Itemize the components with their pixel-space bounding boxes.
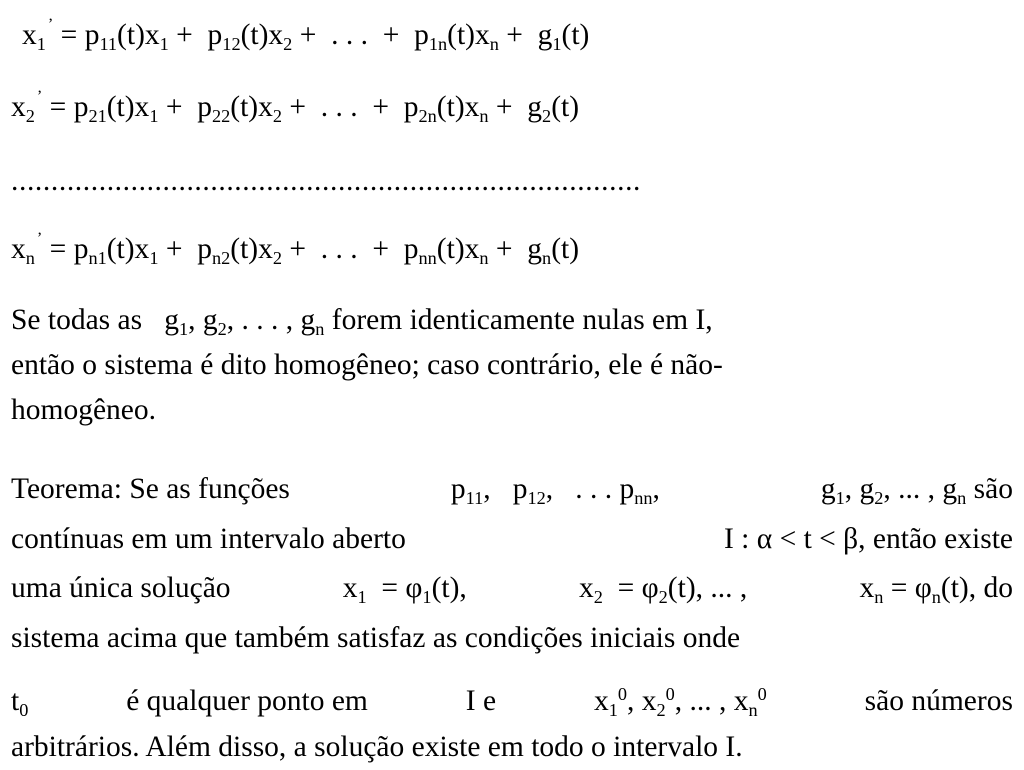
coef-index: 12 bbox=[527, 487, 546, 508]
separator: , bbox=[188, 304, 203, 336]
coef: p bbox=[403, 91, 419, 123]
eq-lhs-var: x bbox=[22, 19, 37, 51]
eq-lhs-var: x bbox=[11, 233, 26, 265]
term-arg: (t)x bbox=[240, 19, 284, 51]
phi-term: = φ bbox=[890, 572, 932, 604]
equation-n: $x_n^’ = p_{n1}(t)x_1 + p_{n2}(t)x_2$ + . . . + $p_{nn}(t)x_n + g_n(t)$ bbox=[11, 229, 580, 268]
g-index: 1 bbox=[178, 318, 189, 339]
final-line-2: arbitrários. Além disso, a solução existe em todo o intervalo I. bbox=[11, 731, 743, 763]
x-index: 1 bbox=[357, 586, 367, 607]
term-arg: (t)x bbox=[230, 233, 273, 265]
text-span: uma única solução bbox=[11, 572, 231, 604]
g-term: g bbox=[202, 304, 218, 336]
g-term: g bbox=[537, 19, 553, 51]
homog-line-1 bbox=[11, 298, 1013, 343]
prime-mark: ’ bbox=[36, 229, 43, 248]
coef: p bbox=[73, 233, 89, 265]
separator: , bbox=[545, 473, 554, 505]
x-index: 2 bbox=[283, 33, 293, 54]
x-index: n bbox=[874, 586, 884, 607]
phi-index: 1 bbox=[422, 586, 432, 607]
x-var: x bbox=[859, 572, 875, 604]
coef-index: n1 bbox=[88, 247, 107, 268]
separator: , . . . , bbox=[226, 304, 301, 336]
term-arg: (t)x bbox=[230, 91, 273, 123]
initial-conditions-paragraph bbox=[11, 678, 1013, 770]
coef: p bbox=[197, 233, 212, 265]
term-arg: (t)x bbox=[117, 19, 160, 51]
g-index: n bbox=[542, 247, 552, 268]
text-span: (t), ... , bbox=[667, 572, 748, 604]
x-index: 1 bbox=[159, 33, 169, 54]
g-term: g bbox=[527, 91, 543, 123]
term-arg: (t)x bbox=[106, 91, 150, 123]
coef: p bbox=[512, 473, 528, 505]
x-index: n bbox=[748, 699, 758, 720]
x-index: 2 bbox=[656, 699, 666, 720]
homog-line-3: homogêneo. bbox=[11, 394, 157, 426]
g-list bbox=[821, 465, 1013, 515]
theorem-line-4: sistema acima que também satisfaz as condições iniciais onde bbox=[11, 621, 741, 654]
eq-lhs-index: 2 bbox=[25, 105, 35, 126]
term-arg: (t)x bbox=[436, 233, 480, 265]
g-index: 2 bbox=[217, 318, 227, 339]
eq-lhs-var: x bbox=[11, 91, 26, 123]
coef: p bbox=[84, 19, 100, 51]
g-index: 1 bbox=[835, 487, 845, 508]
x-superscript: 0 bbox=[617, 683, 627, 704]
phi-index: n bbox=[931, 586, 941, 607]
homogeneous-definition bbox=[11, 298, 1013, 433]
eq-lhs-index: n bbox=[25, 247, 35, 268]
term-arg: (t)x bbox=[447, 19, 490, 51]
g-index: 2 bbox=[874, 487, 884, 508]
solution-x2 bbox=[579, 564, 747, 614]
text-span: I e bbox=[465, 685, 497, 717]
x-index: 2 bbox=[272, 247, 282, 268]
separator: , ... , bbox=[883, 473, 936, 505]
coef-index: 1n bbox=[428, 33, 448, 54]
g-index: n bbox=[957, 487, 967, 508]
x-var: x bbox=[733, 685, 749, 717]
x-index: 1 bbox=[149, 247, 159, 268]
equation-1: $x_1^’ = p_{11}(t)x_1 + p_{12}(t)x_2$ + . . . + $p_{1n}(t)x_n + g_1(t)$ bbox=[22, 15, 590, 54]
homog-line-2: então o sistema é dito homogêneo; caso contrário, ele é não- bbox=[11, 349, 723, 381]
theorem-line-3 bbox=[11, 564, 1013, 614]
coef: p bbox=[197, 91, 212, 123]
phi-term: = φ bbox=[381, 572, 423, 604]
ellipsis: . . . p bbox=[575, 473, 635, 505]
dotted-separator: ............................................................................... bbox=[11, 165, 642, 197]
ellipsis: . . . bbox=[331, 19, 368, 51]
x-superscript: 0 bbox=[757, 683, 767, 704]
coef: p bbox=[73, 91, 89, 123]
x-index: 1 bbox=[149, 105, 159, 126]
coef: p bbox=[414, 19, 429, 51]
coef-index: n2 bbox=[211, 247, 231, 268]
x-index: n bbox=[489, 33, 499, 54]
coef-index: 11 bbox=[465, 487, 484, 508]
solution-x1 bbox=[343, 564, 467, 614]
solution-xn bbox=[859, 564, 1013, 614]
text-span: são bbox=[966, 473, 1013, 505]
coef-index: nn bbox=[418, 247, 437, 268]
theorem-line-2 bbox=[11, 515, 1013, 565]
x-var: x bbox=[578, 572, 594, 604]
coef: p bbox=[450, 473, 466, 505]
coef: p bbox=[403, 233, 419, 265]
prime-mark: ’ bbox=[36, 87, 43, 106]
coef-index: 11 bbox=[99, 33, 118, 54]
separator: , bbox=[844, 473, 853, 505]
separator: , bbox=[626, 685, 635, 717]
text-span: contínuas em um intervalo aberto bbox=[11, 522, 406, 555]
coef-index: 22 bbox=[211, 105, 231, 126]
text-span: são números bbox=[864, 685, 1013, 717]
x-superscript: 0 bbox=[665, 683, 675, 704]
coef-index: 12 bbox=[222, 33, 241, 54]
text-span: forem identicamente nulas em I, bbox=[324, 304, 713, 336]
interval-condition: I : α < t < β, então existe bbox=[723, 522, 1013, 555]
text-span: (t), do bbox=[940, 572, 1013, 604]
equation-2: $x_2^’ = p_{21}(t)x_1 + p_{22}(t)x_2$ + . . . + $p_{2n}(t)x_n + g_2(t)$ bbox=[11, 87, 580, 126]
t-var: t bbox=[11, 685, 20, 717]
g-index: 1 bbox=[552, 33, 562, 54]
ellipsis: . . . bbox=[320, 233, 358, 265]
g-term: g bbox=[300, 304, 316, 336]
text-span: Teorema: Se as funções bbox=[11, 473, 290, 505]
text-span: Se todas as bbox=[11, 304, 143, 336]
separator: , bbox=[652, 473, 660, 505]
t0-term bbox=[11, 678, 28, 724]
g-term: g bbox=[942, 473, 958, 505]
g-arg: (t) bbox=[561, 19, 590, 51]
x-var: x bbox=[342, 572, 358, 604]
g-arg: (t) bbox=[551, 233, 580, 265]
x-index: n bbox=[479, 105, 489, 126]
p-list bbox=[451, 465, 660, 515]
g-index: 2 bbox=[542, 105, 552, 126]
x-var: x bbox=[593, 685, 609, 717]
coef-index: 2n bbox=[418, 105, 437, 126]
coef: p bbox=[207, 19, 223, 51]
separator: , bbox=[483, 473, 491, 505]
coef-index: nn bbox=[634, 487, 653, 508]
g-term: g bbox=[859, 473, 875, 505]
text-span: é qualquer ponto em bbox=[126, 685, 368, 717]
t-index: 0 bbox=[19, 699, 29, 720]
prime-mark: ’ bbox=[47, 15, 54, 34]
g-term: g bbox=[527, 233, 543, 265]
eq-lhs-index: 1 bbox=[36, 33, 46, 54]
g-arg: (t) bbox=[551, 91, 580, 123]
g-term: g bbox=[164, 304, 179, 336]
text-span: (t), bbox=[431, 572, 467, 604]
x-index: n bbox=[479, 247, 489, 268]
theorem-paragraph bbox=[11, 465, 1013, 663]
initial-values bbox=[594, 678, 767, 724]
coef-index: 21 bbox=[88, 105, 107, 126]
x-var: x bbox=[641, 685, 657, 717]
x-index: 1 bbox=[608, 699, 618, 720]
phi-term: = φ bbox=[617, 572, 659, 604]
x-index: 2 bbox=[593, 586, 603, 607]
theorem-line-1 bbox=[11, 465, 1013, 515]
phi-index: 2 bbox=[658, 586, 668, 607]
g-index: n bbox=[315, 318, 325, 339]
g-term: g bbox=[820, 473, 836, 505]
x-index: 2 bbox=[272, 105, 282, 126]
final-line-1 bbox=[11, 678, 1013, 724]
term-arg: (t)x bbox=[436, 91, 480, 123]
term-arg: (t)x bbox=[106, 233, 150, 265]
separator: , ... , bbox=[674, 685, 727, 717]
ellipsis: . . . bbox=[320, 91, 358, 123]
